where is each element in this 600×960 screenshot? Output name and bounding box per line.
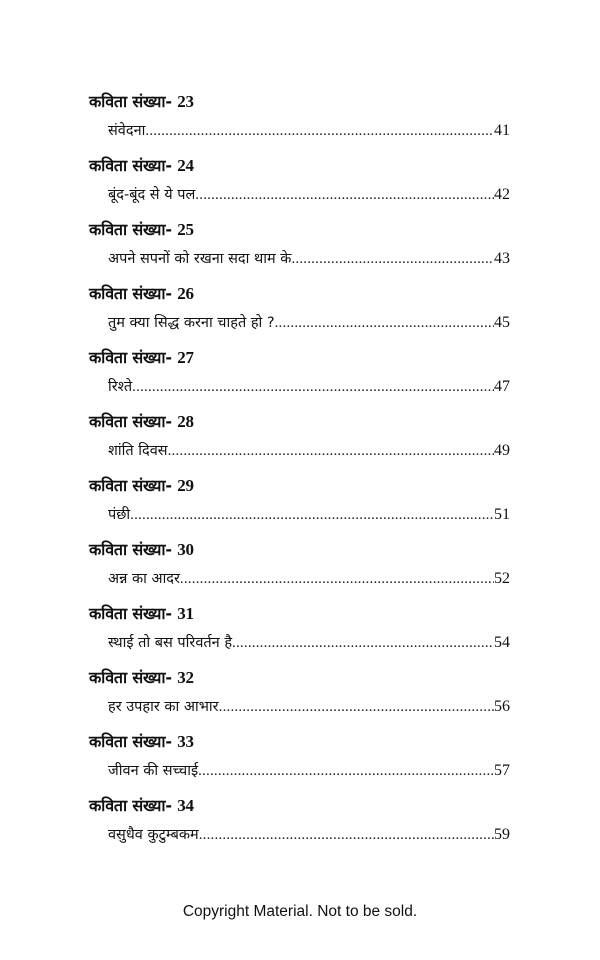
poem-title: तुम क्या सिद्ध करना चाहते हो ?: [108, 315, 275, 331]
toc-entry[interactable]: [89, 344, 510, 408]
poem-label: कविता संख्या-: [89, 732, 172, 751]
page-number: 47: [494, 378, 510, 395]
dot-leader: [219, 692, 494, 722]
toc-entry[interactable]: [89, 280, 510, 344]
poem-heading: [89, 344, 510, 372]
poem-number: 23: [177, 92, 194, 111]
dot-leader: [198, 756, 494, 786]
poem-heading: [89, 536, 510, 564]
page-number: 56: [494, 698, 510, 715]
poem-label: कविता संख्या-: [89, 156, 172, 175]
poem-heading: [89, 600, 510, 628]
toc-entry[interactable]: [89, 88, 510, 152]
toc-line: [108, 756, 510, 786]
dot-leader: [145, 116, 494, 146]
poem-title: संवेदना: [108, 123, 146, 139]
toc-entry[interactable]: [89, 600, 510, 664]
poem-number: 26: [177, 284, 194, 303]
toc-line: [108, 244, 510, 274]
poem-label: कविता संख्या-: [89, 92, 172, 111]
poem-number: 24: [177, 156, 194, 175]
poem-number: 33: [177, 732, 194, 751]
poem-title: स्थाई तो बस परिवर्तन है: [108, 635, 233, 651]
poem-label: कविता संख्या-: [89, 412, 172, 431]
poem-label: कविता संख्या-: [89, 348, 172, 367]
toc-entry[interactable]: [89, 536, 510, 600]
copyright-notice: Copyright Material. Not to be sold.: [182, 903, 418, 920]
poem-title: जीवन की सच्चाई: [108, 763, 199, 779]
poem-number: 27: [177, 348, 194, 367]
dot-leader: [180, 564, 494, 594]
toc-line: [108, 820, 510, 850]
toc-line: [108, 500, 510, 530]
poem-label: कविता संख्या-: [89, 220, 172, 239]
poem-title: अन्न का आदर: [108, 571, 180, 587]
poem-heading: [89, 152, 510, 180]
toc-entry[interactable]: [89, 408, 510, 472]
page-number: 45: [494, 314, 510, 331]
poem-heading: [89, 88, 510, 116]
poem-number: 30: [177, 540, 194, 559]
page-number: 59: [494, 826, 510, 843]
toc-entry[interactable]: [89, 664, 510, 728]
poem-number: 29: [177, 476, 194, 495]
dot-leader: [232, 628, 494, 658]
page-number: 51: [494, 506, 510, 523]
poem-number: 32: [177, 668, 194, 687]
toc-entry[interactable]: [89, 472, 510, 536]
toc-line: [108, 692, 510, 722]
poem-title: वसुधैव कुटुम्बकम: [108, 827, 199, 843]
dot-leader: [195, 180, 494, 210]
page-number: 54: [494, 634, 510, 651]
toc-line: [108, 372, 510, 402]
dot-leader: [275, 308, 494, 338]
poem-title: रिश्ते: [108, 379, 133, 395]
toc-line: [108, 436, 510, 466]
poem-number: 28: [177, 412, 194, 431]
dot-leader: [130, 500, 494, 530]
dot-leader: [168, 436, 494, 466]
toc-entry[interactable]: [89, 792, 510, 856]
page-number: 41: [494, 122, 510, 139]
poem-title: हर उपहार का आभार: [108, 699, 219, 715]
toc-entry[interactable]: [89, 152, 510, 216]
poem-heading: [89, 408, 510, 436]
poem-heading: [89, 664, 510, 692]
toc-line: [108, 308, 510, 338]
page-number: 42: [494, 186, 510, 203]
poem-label: कविता संख्या-: [89, 604, 172, 623]
poem-title: शांति दिवस: [108, 443, 168, 459]
poem-heading: [89, 216, 510, 244]
toc-entry[interactable]: [89, 728, 510, 792]
page-number: 52: [494, 570, 510, 587]
poem-label: कविता संख्या-: [89, 668, 172, 687]
poem-number: 25: [177, 220, 194, 239]
toc-line: [108, 628, 510, 658]
poem-label: कविता संख्या-: [89, 284, 172, 303]
poem-heading: [89, 792, 510, 820]
poem-title: अपने सपनों को रखना सदा थाम के: [108, 251, 292, 267]
toc-line: [108, 180, 510, 210]
poem-title: बूंद-बूंद से ये पल: [108, 187, 196, 203]
poem-heading: [89, 728, 510, 756]
dot-leader: [291, 244, 494, 274]
page-number: 43: [494, 250, 510, 267]
poem-number: 34: [177, 796, 194, 815]
poem-title: पंछी: [108, 507, 131, 523]
poem-label: कविता संख्या-: [89, 540, 172, 559]
toc-line: [108, 564, 510, 594]
poem-label: कविता संख्या-: [89, 796, 172, 815]
page-number: 57: [494, 762, 510, 779]
toc-line: [108, 116, 510, 146]
poem-heading: [89, 472, 510, 500]
poem-heading: [89, 280, 510, 308]
dot-leader: [132, 372, 494, 402]
toc-entry[interactable]: [89, 216, 510, 280]
table-of-contents: [89, 88, 510, 856]
poem-label: कविता संख्या-: [89, 476, 172, 495]
page-number: 49: [494, 442, 510, 459]
dot-leader: [199, 820, 494, 850]
poem-number: 31: [177, 604, 194, 623]
